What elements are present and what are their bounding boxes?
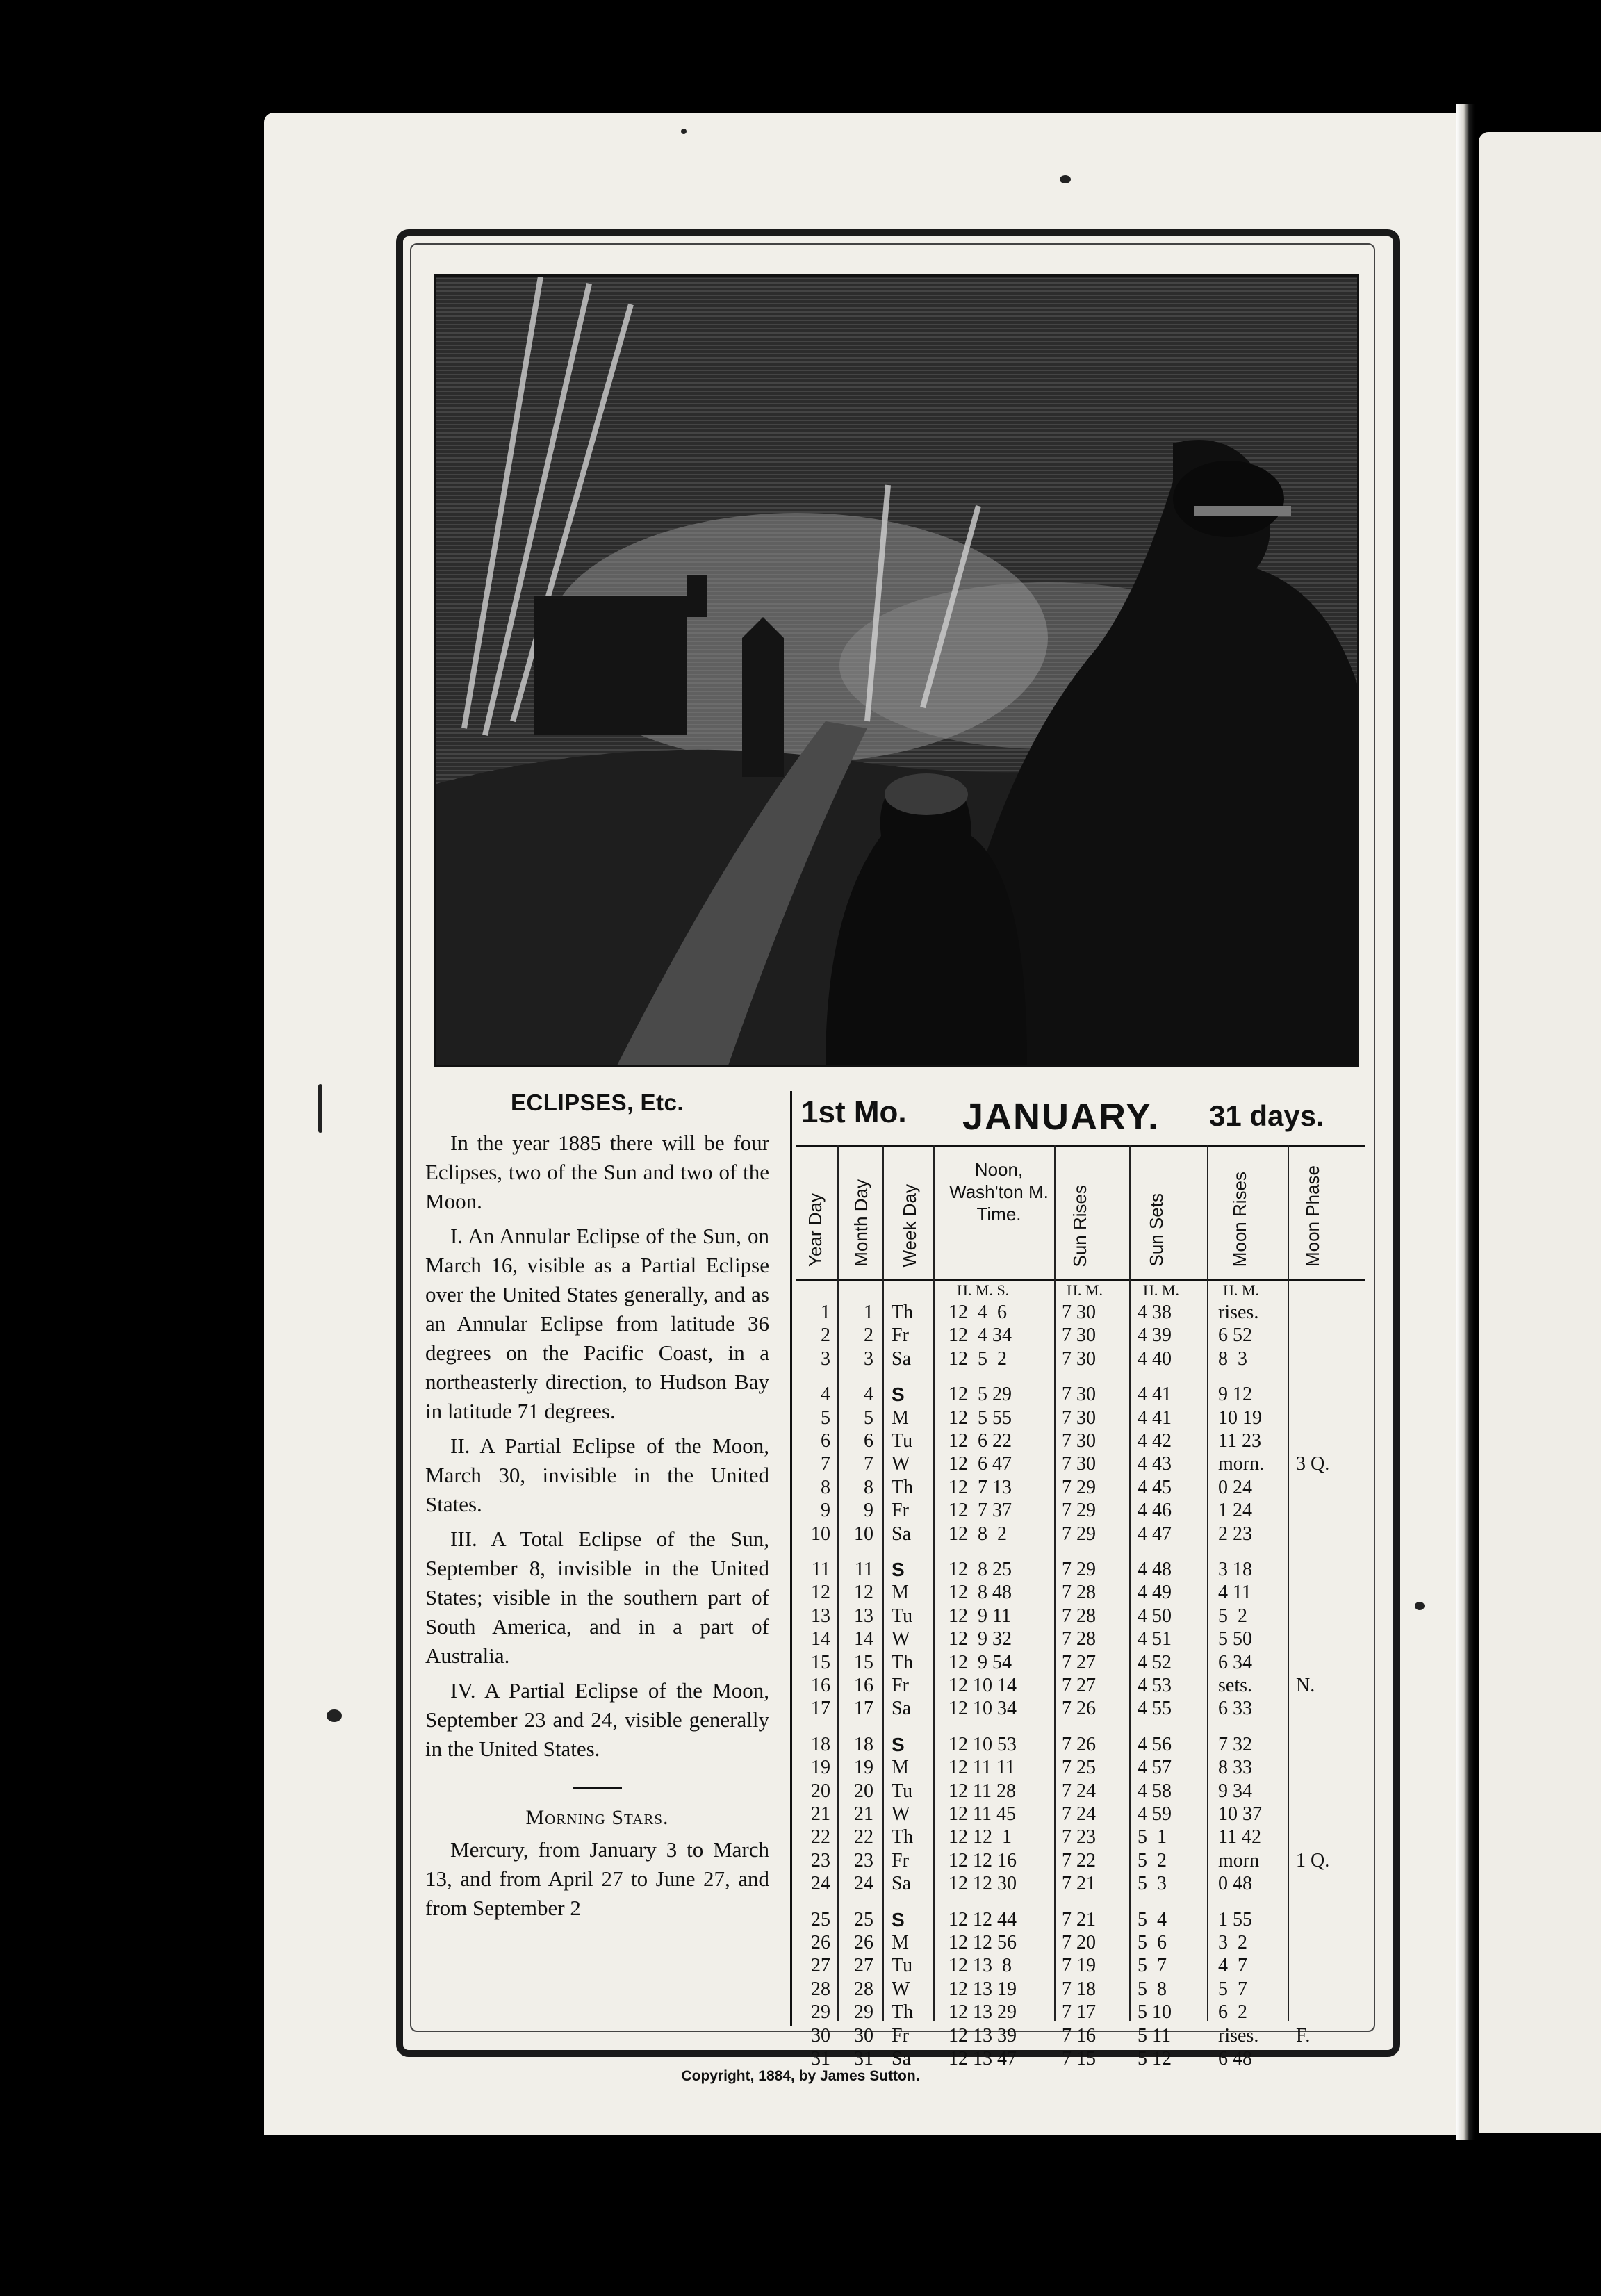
cell-wd: Th: [892, 1651, 914, 1673]
cell-md: 29: [854, 2001, 873, 2024]
cell-md: 25: [854, 1908, 873, 1930]
cell-moon: 5 50: [1218, 1628, 1252, 1650]
cell-md: 9: [864, 1500, 873, 1522]
cell-yd: 12: [811, 1582, 830, 1604]
cell-wd: Tu: [892, 1605, 913, 1627]
cell-yd: 7: [821, 1453, 830, 1475]
header-week-day: Week Day: [899, 1183, 920, 1267]
cell-wd: Th: [892, 2001, 914, 2024]
cell-moon: 10 37: [1218, 1803, 1262, 1825]
cell-set: 5 7: [1138, 1955, 1167, 1977]
cell-yd: 24: [811, 1873, 830, 1895]
cell-noon: 12 11 11: [949, 1757, 1015, 1779]
cell-set: 5 8: [1138, 1978, 1167, 2000]
cell-noon: 12 7 13: [949, 1476, 1012, 1498]
table-row: [796, 1628, 1365, 1650]
cell-rise: 7 30: [1062, 1407, 1096, 1429]
cell-md: 17: [854, 1698, 873, 1720]
cell-wd: Fr: [892, 2024, 909, 2047]
calendar-header: [796, 1145, 1365, 1281]
cell-set: 4 43: [1138, 1453, 1172, 1475]
cell-set: 4 48: [1138, 1559, 1172, 1580]
cell-yd: 30: [811, 2024, 830, 2047]
cell-yd: 3: [821, 1347, 830, 1370]
cell-yd: 18: [811, 1733, 830, 1755]
table-row: [796, 1477, 1365, 1498]
cell-md: 30: [854, 2024, 873, 2047]
header-noon: Noon, Wash'ton M. Time.: [949, 1159, 1049, 1224]
table-row: [796, 1955, 1365, 1976]
table-row: [796, 1652, 1365, 1673]
cell-md: 22: [854, 1826, 873, 1848]
table-row: [796, 2001, 1365, 2023]
cell-rise: 7 30: [1062, 1453, 1096, 1475]
cell-md: 10: [854, 1523, 873, 1545]
cell-set: 4 49: [1138, 1582, 1172, 1604]
cell-moon: 1 55: [1218, 1908, 1252, 1930]
cell-yd: 4: [821, 1384, 830, 1406]
cell-noon: 12 6 47: [949, 1453, 1012, 1475]
cell-rise: 7 26: [1062, 1698, 1096, 1720]
cell-noon: 12 8 2: [949, 1523, 1007, 1545]
cell-yd: 9: [821, 1500, 830, 1522]
cell-set: 4 46: [1138, 1500, 1172, 1522]
cell-wd: M: [892, 1582, 909, 1604]
cell-yd: 17: [811, 1698, 830, 1720]
cell-wd: S: [892, 1559, 905, 1580]
cell-set: 4 39: [1138, 1325, 1172, 1347]
table-row: [796, 2025, 1365, 2047]
cell-yd: 15: [811, 1651, 830, 1673]
cell-set: 5 12: [1138, 2048, 1172, 2069]
cell-noon: 12 4 6: [949, 1302, 1007, 1323]
cell-yd: 22: [811, 1826, 830, 1848]
cell-wd: Sa: [892, 1873, 911, 1895]
cell-moon: 2 23: [1218, 1523, 1252, 1545]
cell-md: 20: [854, 1780, 873, 1802]
cell-yd: 31: [811, 2048, 830, 2069]
table-row: [796, 1850, 1365, 1871]
cell-rise: 7 21: [1062, 1873, 1096, 1895]
table-row: [796, 1734, 1365, 1755]
cell-rise: 7 29: [1062, 1559, 1096, 1580]
cell-moon: 10 19: [1218, 1407, 1262, 1429]
table-row: [796, 1675, 1365, 1696]
cell-rise: 7 28: [1062, 1582, 1096, 1604]
cell-noon: 12 11 45: [949, 1803, 1016, 1825]
cell-wd: Sa: [892, 1347, 911, 1370]
cell-phase: 1 Q.: [1296, 1849, 1330, 1871]
cell-moon: 6 52: [1218, 1325, 1252, 1347]
cell-wd: Sa: [892, 1698, 911, 1720]
cell-set: 5 3: [1138, 1873, 1167, 1895]
cell-set: 4 57: [1138, 1757, 1172, 1779]
cell-md: 11: [855, 1559, 873, 1580]
table-row: [796, 1826, 1365, 1848]
cell-noon: 12 4 34: [949, 1325, 1012, 1347]
ink-speck: [1060, 175, 1071, 183]
cell-yd: 27: [811, 1955, 830, 1977]
cell-md: 26: [854, 1932, 873, 1953]
cell-wd: Sa: [892, 2048, 911, 2069]
header-year-day: Year Day: [805, 1193, 826, 1267]
cell-set: 4 47: [1138, 1523, 1172, 1545]
table-row: [796, 1978, 1365, 2000]
cell-md: 12: [854, 1582, 873, 1604]
cell-phase: F.: [1296, 2024, 1311, 2047]
cell-moon: 0 24: [1218, 1476, 1252, 1498]
cell-wd: Tu: [892, 1780, 913, 1802]
cell-moon: rises.: [1218, 1302, 1259, 1323]
cell-md: 28: [854, 1978, 873, 2000]
cell-noon: 12 12 44: [949, 1908, 1017, 1930]
table-row: [796, 1873, 1365, 1894]
cell-rise: 7 20: [1062, 1932, 1096, 1953]
cell-rise: 7 19: [1062, 1955, 1096, 1977]
cell-noon: 12 9 54: [949, 1651, 1012, 1673]
cell-rise: 7 28: [1062, 1628, 1096, 1650]
eclipse-one: I. An Annular Eclipse of the Sun, on March 16, visible as a Partial Eclipse over the United States generally, and as an Annular Eclipse from latitude 36 degrees on the Pacific Coast, in a northeasterly direction, to Hudson Bay in latitude 71 degrees.: [425, 1224, 769, 1423]
table-row: [796, 1325, 1365, 1346]
cell-noon: 12 5 55: [949, 1407, 1012, 1429]
cell-md: 8: [864, 1476, 873, 1498]
cell-rise: 7 15: [1062, 2048, 1096, 2069]
cell-set: 4 41: [1138, 1407, 1172, 1429]
cell-moon: 3 2: [1218, 1932, 1247, 1953]
section-divider: [573, 1787, 622, 1789]
cell-wd: Th: [892, 1476, 914, 1498]
cell-set: 4 40: [1138, 1347, 1172, 1370]
cell-md: 13: [854, 1605, 873, 1627]
cell-wd: S: [892, 1733, 905, 1755]
cell-set: 5 4: [1138, 1908, 1167, 1930]
engraving-illustration: [434, 274, 1359, 1067]
cell-set: 5 10: [1138, 2001, 1172, 2024]
eclipses-heading: ECLIPSES, Etc.: [510, 1090, 684, 1115]
cell-md: 2: [864, 1325, 873, 1347]
cell-moon: 8 33: [1218, 1757, 1252, 1779]
cell-wd: W: [892, 1628, 910, 1650]
cell-rise: 7 29: [1062, 1476, 1096, 1498]
cell-md: 23: [854, 1849, 873, 1871]
cell-md: 5: [864, 1407, 873, 1429]
table-row: [796, 1582, 1365, 1603]
cell-noon: 12 9 32: [949, 1628, 1012, 1650]
cell-set: 5 1: [1138, 1826, 1167, 1848]
facing-page-edge: [1479, 132, 1601, 2133]
cell-rise: 7 26: [1062, 1733, 1096, 1755]
cell-noon: 12 5 29: [949, 1384, 1012, 1406]
cell-md: 21: [854, 1803, 873, 1825]
cell-wd: Sa: [892, 1523, 911, 1545]
cell-wd: Fr: [892, 1675, 909, 1696]
cell-moon: 6 33: [1218, 1698, 1252, 1720]
cell-wd: Tu: [892, 1430, 913, 1452]
copyright-line: Copyright, 1884, by James Sutton.: [681, 2068, 920, 2084]
table-row: [796, 1932, 1365, 1953]
cell-wd: W: [892, 1978, 910, 2000]
eclipses-intro: In the year 1885 there will be four Eclipses, two of the Sun and two of the Moon.: [425, 1131, 769, 1213]
cell-wd: S: [892, 1908, 905, 1930]
cell-moon: morn.: [1218, 1453, 1265, 1475]
cell-md: 27: [854, 1955, 873, 1977]
cell-noon: 12 12 16: [949, 1849, 1017, 1871]
table-row: [796, 1757, 1365, 1778]
cell-rise: 7 27: [1062, 1651, 1096, 1673]
table-row: [796, 2048, 1365, 2069]
morning-stars-text: Mercury, from January 3 to March 13, and from April 27 to June 27, and from September 2: [425, 1837, 769, 1920]
cell-noon: 12 10 14: [949, 1675, 1017, 1696]
cell-yd: 23: [811, 1849, 830, 1871]
calendar-title-bar: [796, 1090, 1365, 1145]
cell-yd: 13: [811, 1605, 830, 1627]
units-moon: H. M.: [1223, 1281, 1259, 1299]
units-rise: H. M.: [1067, 1281, 1103, 1299]
ink-speck: [327, 1709, 342, 1722]
month-number: 1st Mo.: [801, 1095, 907, 1129]
table-row: [796, 1803, 1365, 1825]
eclipse-three: III. A Total Eclipse of the Sun, September 8, invisible in the United States; visible in the southern part of South America, and in a part of Australia.: [425, 1527, 769, 1668]
cell-set: 5 2: [1138, 1849, 1167, 1871]
cell-set: 4 56: [1138, 1733, 1172, 1755]
cell-md: 3: [864, 1347, 873, 1370]
table-row: [796, 1909, 1365, 1930]
cell-moon: morn: [1218, 1849, 1260, 1871]
month-name: JANUARY.: [962, 1096, 1160, 1138]
cell-wd: Th: [892, 1302, 914, 1323]
cell-yd: 5: [821, 1407, 830, 1429]
cell-moon: 0 48: [1218, 1873, 1252, 1895]
cell-md: 4: [864, 1384, 873, 1406]
cell-moon: 1 24: [1218, 1500, 1252, 1522]
cell-moon: 6 48: [1218, 2048, 1252, 2069]
cell-yd: 26: [811, 1932, 830, 1953]
cell-rise: 7 24: [1062, 1803, 1096, 1825]
column-divider: [790, 1091, 792, 2026]
cell-moon: 4 11: [1218, 1582, 1251, 1604]
cell-yd: 6: [821, 1430, 830, 1452]
cell-set: 4 50: [1138, 1605, 1172, 1627]
cell-rise: 7 18: [1062, 1978, 1096, 2000]
eclipses-section: [425, 1090, 769, 2021]
cell-set: 4 45: [1138, 1476, 1172, 1498]
header-sun-sets: Sun Sets: [1146, 1193, 1167, 1267]
eclipse-four: IV. A Partial Eclipse of the Moon, September 23 and 24, visible generally in the United States.: [425, 1678, 769, 1761]
cell-rise: 7 24: [1062, 1780, 1096, 1802]
cell-set: 4 52: [1138, 1651, 1172, 1673]
cell-noon: 12 12 56: [949, 1932, 1017, 1953]
table-row: [796, 1523, 1365, 1545]
cell-yd: 21: [811, 1803, 830, 1825]
cell-moon: rises.: [1218, 2024, 1259, 2047]
table-row: [796, 1605, 1365, 1627]
table-row: [796, 1302, 1365, 1323]
cell-set: 4 51: [1138, 1628, 1172, 1650]
cell-set: 5 11: [1138, 2024, 1171, 2047]
cell-wd: Th: [892, 1826, 914, 1848]
cell-rise: 7 16: [1062, 2024, 1096, 2047]
cell-rise: 7 28: [1062, 1605, 1096, 1627]
cell-wd: W: [892, 1453, 910, 1475]
cell-set: 4 41: [1138, 1384, 1172, 1406]
cell-set: 4 58: [1138, 1780, 1172, 1802]
cell-noon: 12 7 37: [949, 1500, 1012, 1522]
cell-wd: W: [892, 1803, 910, 1825]
table-row: [796, 1430, 1365, 1452]
cell-yd: 2: [821, 1325, 830, 1347]
cell-noon: 12 8 48: [949, 1582, 1012, 1604]
cell-yd: 11: [812, 1559, 830, 1580]
cell-phase: N.: [1296, 1675, 1315, 1696]
table-row: [796, 1407, 1365, 1429]
cell-noon: 12 6 22: [949, 1430, 1012, 1452]
cell-rise: 7 17: [1062, 2001, 1096, 2024]
cell-noon: 12 10 34: [949, 1698, 1017, 1720]
cell-noon: 12 13 29: [949, 2001, 1017, 2024]
cell-yd: 16: [811, 1675, 830, 1696]
cell-wd: M: [892, 1407, 909, 1429]
cell-rise: 7 23: [1062, 1826, 1096, 1848]
cell-rise: 7 30: [1062, 1430, 1096, 1452]
cell-md: 1: [864, 1302, 873, 1323]
table-row: [796, 1453, 1365, 1475]
cell-moon: 11 42: [1218, 1826, 1261, 1848]
ink-speck: [318, 1084, 322, 1133]
cell-md: 7: [864, 1453, 873, 1475]
cell-noon: 12 11 28: [949, 1780, 1016, 1802]
cell-yd: 25: [811, 1908, 830, 1930]
cell-rise: 7 30: [1062, 1347, 1096, 1370]
cell-rise: 7 30: [1062, 1325, 1096, 1347]
cell-noon: 12 12 30: [949, 1873, 1017, 1895]
cell-md: 31: [854, 2048, 873, 2069]
cell-rise: 7 27: [1062, 1675, 1096, 1696]
calendar-table: [796, 1090, 1365, 2069]
eclipse-two: II. A Partial Eclipse of the Moon, March 30, invisible in the United States.: [425, 1434, 769, 1516]
cell-set: 4 59: [1138, 1803, 1172, 1825]
cell-yd: 20: [811, 1780, 830, 1802]
cell-rise: 7 25: [1062, 1757, 1096, 1779]
cell-noon: 12 10 53: [949, 1733, 1017, 1755]
cell-md: 16: [854, 1675, 873, 1696]
table-row: [796, 1384, 1365, 1405]
cell-set: 4 53: [1138, 1675, 1172, 1696]
cell-rise: 7 30: [1062, 1384, 1096, 1406]
cell-wd: Fr: [892, 1500, 909, 1522]
cell-yd: 28: [811, 1978, 830, 2000]
cell-yd: 10: [811, 1523, 830, 1545]
cell-moon: 6 34: [1218, 1651, 1252, 1673]
cell-noon: 12 9 11: [949, 1605, 1011, 1627]
cell-md: 14: [854, 1628, 873, 1650]
cell-moon: sets.: [1218, 1675, 1252, 1696]
cell-yd: 19: [811, 1757, 830, 1779]
page-gutter: [1456, 104, 1475, 2140]
cell-yd: 1: [821, 1302, 830, 1323]
units-set: H. M.: [1143, 1281, 1179, 1299]
cell-wd: Tu: [892, 1955, 913, 1977]
cell-noon: 12 13 8: [949, 1955, 1012, 1977]
table-row: [796, 1348, 1365, 1370]
cell-wd: Fr: [892, 1849, 909, 1871]
cell-phase: 3 Q.: [1296, 1453, 1330, 1475]
cell-rise: 7 29: [1062, 1523, 1096, 1545]
cell-yd: 8: [821, 1476, 830, 1498]
cell-md: 6: [864, 1430, 873, 1452]
cell-moon: 8 3: [1218, 1347, 1247, 1370]
cell-md: 24: [854, 1873, 873, 1895]
cell-moon: 11 23: [1218, 1430, 1261, 1452]
cell-md: 18: [854, 1733, 873, 1755]
cell-rise: 7 22: [1062, 1849, 1096, 1871]
table-row: [796, 1500, 1365, 1521]
cell-md: 19: [854, 1757, 873, 1779]
units-noon: H. M. S.: [957, 1281, 1010, 1299]
cell-yd: 29: [811, 2001, 830, 2024]
cell-rise: 7 29: [1062, 1500, 1096, 1522]
cell-yd: 14: [811, 1628, 830, 1650]
cell-moon: 5 2: [1218, 1605, 1247, 1627]
cell-set: 4 38: [1138, 1302, 1172, 1323]
cell-set: 4 55: [1138, 1698, 1172, 1720]
header-moon-rises: Moon Rises: [1229, 1171, 1250, 1267]
table-row: [796, 1698, 1365, 1719]
table-row: [796, 1559, 1365, 1580]
cell-wd: M: [892, 1757, 909, 1779]
header-sun-rises: Sun Rises: [1069, 1184, 1090, 1267]
cell-moon: 9 12: [1218, 1384, 1252, 1406]
morning-stars-heading: Morning Stars.: [525, 1806, 669, 1829]
cell-moon: 4 7: [1218, 1955, 1247, 1977]
cell-rise: 7 30: [1062, 1302, 1096, 1323]
cell-rise: 7 21: [1062, 1908, 1096, 1930]
header-month-day: Month Day: [851, 1179, 871, 1267]
cell-noon: 12 12 1: [949, 1826, 1012, 1848]
table-row: [796, 1780, 1365, 1802]
cell-md: 15: [854, 1651, 873, 1673]
cell-moon: 3 18: [1218, 1559, 1252, 1580]
cell-wd: M: [892, 1932, 909, 1953]
cell-moon: 9 34: [1218, 1780, 1252, 1802]
cell-set: 4 42: [1138, 1430, 1172, 1452]
days-count: 31 days.: [1209, 1099, 1324, 1132]
cell-noon: 12 13 47: [949, 2048, 1017, 2069]
ink-speck: [681, 129, 687, 134]
cell-set: 5 6: [1138, 1932, 1167, 1953]
header-moon-phase: Moon Phase: [1302, 1165, 1323, 1267]
cell-noon: 12 13 39: [949, 2024, 1017, 2047]
cell-moon: 5 7: [1218, 1978, 1247, 2000]
cell-moon: 6 2: [1218, 2001, 1247, 2024]
cell-wd: S: [892, 1384, 905, 1406]
cell-noon: 12 8 25: [949, 1559, 1012, 1580]
cell-wd: Fr: [892, 1325, 909, 1347]
cell-noon: 12 5 2: [949, 1347, 1007, 1370]
ink-speck: [1415, 1602, 1425, 1610]
cell-moon: 7 32: [1218, 1733, 1252, 1755]
cell-noon: 12 13 19: [949, 1978, 1017, 2000]
